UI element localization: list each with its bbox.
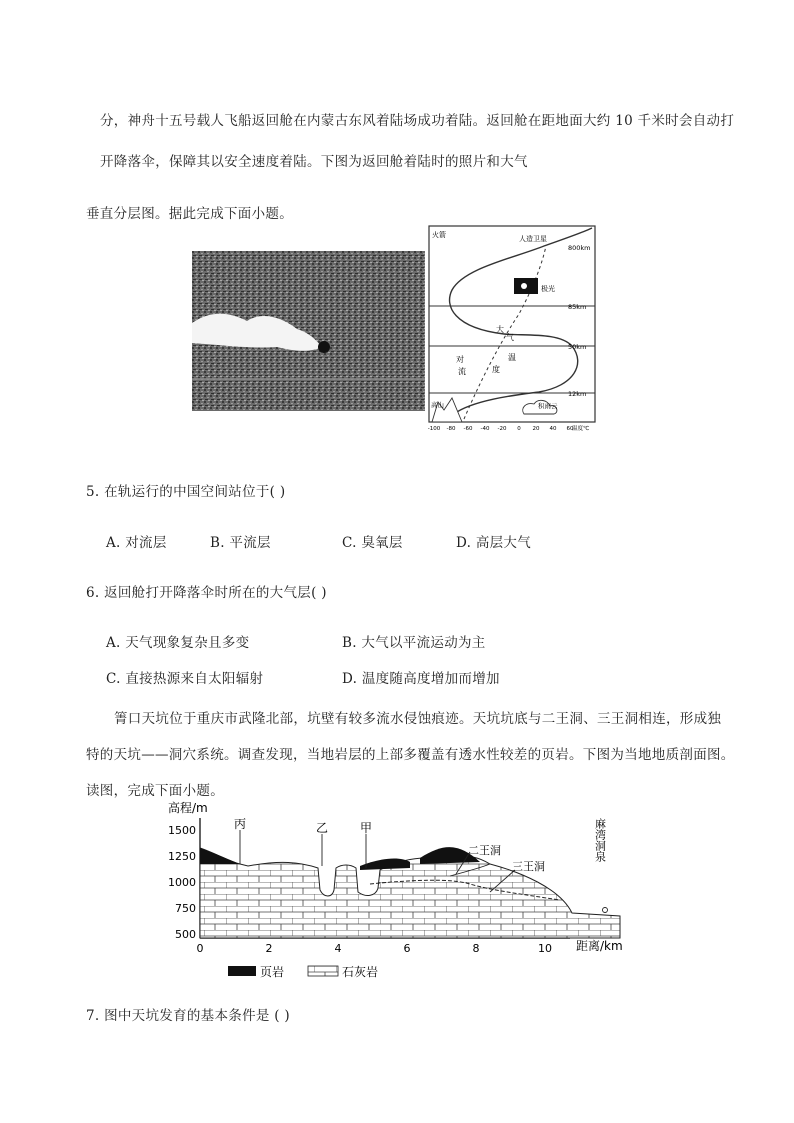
label-bing: 丙 xyxy=(234,817,247,831)
q6-stem: 6. 返回舱打开降落伞时所在的大气层( ) xyxy=(86,585,327,601)
profile-x-tick: 4 xyxy=(334,942,342,955)
q7-stem: 7. 图中天坑发育的基本条件是 ( ) xyxy=(86,1008,290,1024)
temp-label-2: 度 xyxy=(492,365,500,374)
profile-y-tick: 500 xyxy=(175,928,196,941)
label-erwang: 二王洞 xyxy=(468,844,501,857)
y-axis-title: 高程/m xyxy=(168,801,208,815)
label-sanwang: 三王洞 xyxy=(512,860,545,873)
profile-y-tick: 750 xyxy=(175,902,196,915)
passage1-line2: 开降落伞，保障其以安全速度着陆。下图为返回舱着陆时的照片和大气 xyxy=(100,154,528,170)
q6-option-d[interactable]: D. 温度随高度增加而增加 xyxy=(342,671,500,687)
atmos-x-tick: 40 xyxy=(549,426,557,432)
passage2-line2: 特的天坑——洞穴系统。调查发现，当地岩层的上部多覆盖有透水性较差的页岩。下图为当地地质剖面图。 xyxy=(86,747,735,763)
layer-label-2: 气 xyxy=(506,333,514,342)
atmos-x-tick: 20 xyxy=(532,426,540,432)
label-mountain: 高山 xyxy=(431,401,444,409)
capsule-photo xyxy=(192,251,425,411)
atmos-x-tick: -80 xyxy=(446,426,456,432)
profile-y-tick: 1000 xyxy=(168,876,196,889)
q5-option-c[interactable]: C. 臭氧层 xyxy=(342,535,403,551)
trop-label-1: 对 xyxy=(456,355,464,364)
legend-shale-swatch xyxy=(228,966,256,976)
capsule-dot xyxy=(318,341,330,353)
q5-option-d[interactable]: D. 高层大气 xyxy=(456,535,532,551)
q5-stem: 5. 在轨运行的中国空间站位于( ) xyxy=(86,484,286,500)
profile-x-tick: 10 xyxy=(538,942,552,955)
atmos-x-tick: -60 xyxy=(463,426,473,432)
profile-x-tick: 2 xyxy=(265,942,273,955)
passage2-line3: 读图，完成下面小题。 xyxy=(86,783,224,799)
label-cloud: 积雨云 xyxy=(538,402,558,410)
profile-y-tick: 1250 xyxy=(168,850,196,863)
q5-option-b[interactable]: B. 平流层 xyxy=(210,535,271,551)
passage1-line3: 垂直分层图。据此完成下面小题。 xyxy=(86,206,293,222)
legend-lime-swatch xyxy=(308,966,338,976)
legend-shale-label: 页岩 xyxy=(260,965,285,979)
passage1-line1: 分，神舟十五号载人飞船返回舱在内蒙古东风着陆场成功着陆。返回舱在距地面大约 10 千米时会自动打 xyxy=(100,113,735,129)
alt-label-12: 12km xyxy=(568,390,587,398)
alt-label-800: 800km xyxy=(568,244,591,252)
label-yi: 乙 xyxy=(316,821,329,835)
label-spring: 麻湾洞泉 xyxy=(593,818,607,862)
atmos-x-tick: -20 xyxy=(497,426,507,432)
atmosphere-chart xyxy=(424,224,604,434)
label-jia: 甲 xyxy=(360,821,373,835)
alt-label-85: 85km xyxy=(568,303,587,311)
q6-option-a[interactable]: A. 天气现象复杂且多变 xyxy=(106,635,250,651)
profile-x-tick: 6 xyxy=(403,942,411,955)
q6-option-b[interactable]: B. 大气以平流运动为主 xyxy=(342,635,486,651)
q6-option-c[interactable]: C. 直接热源来自太阳辐射 xyxy=(106,671,264,687)
q5-option-a[interactable]: A. 对流层 xyxy=(106,535,167,551)
layer-label-1: 大 xyxy=(496,325,504,334)
passage2-line1: 箐口天坑位于重庆市武隆北部，坑壁有较多流水侵蚀痕迹。天坑坑底与二王洞、三王洞相连，形成独 xyxy=(114,711,722,727)
geologic-profile xyxy=(160,798,630,984)
label-rocket: 火箭 xyxy=(432,231,446,239)
x-unit-label: 温度℃ xyxy=(572,426,590,432)
legend-lime-label: 石灰岩 xyxy=(342,965,379,979)
atmos-x-tick: 0 xyxy=(517,426,521,432)
profile-y-tick: 1500 xyxy=(168,824,196,837)
profile-x-tick: 0 xyxy=(196,942,204,955)
atmos-x-tick: 60 xyxy=(566,426,574,432)
alt-label-50: 50km xyxy=(568,343,587,351)
label-aurora: 极光 xyxy=(541,285,555,293)
x-axis-title: 距离/km xyxy=(576,939,623,953)
atmos-x-tick: -100 xyxy=(427,426,441,432)
atmos-x-tick: -40 xyxy=(480,426,490,432)
temp-label-1: 温 xyxy=(508,353,516,362)
profile-x-tick: 8 xyxy=(472,942,480,955)
trop-label-2: 流 xyxy=(458,367,466,376)
label-satellite: 人造卫星 xyxy=(519,235,547,243)
